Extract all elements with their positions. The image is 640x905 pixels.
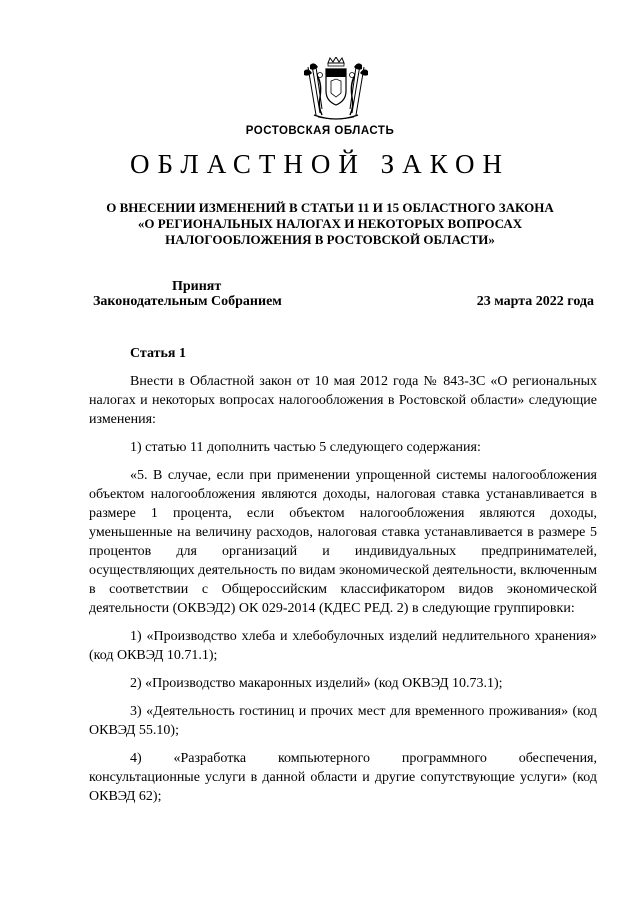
law-name <box>80 200 580 248</box>
adopting-body: Законодательным Собранием <box>93 294 282 309</box>
paragraph: Внести в Областной закон от 10 мая 2012 года № 843-ЗС «О региональных налогах и некоторых вопросах налогообложения в Ростовской области» следующие изменения: <box>89 374 597 427</box>
document-type-title: ОБЛАСТНОЙ ЗАКОН <box>130 149 510 179</box>
coat-of-arms-emblem <box>298 57 374 123</box>
paragraph: 3) «Деятельность гостиниц и прочих мест для временного проживания» (код ОКВЭД 55.10); <box>89 704 597 738</box>
article-body <box>89 372 597 815</box>
paragraph: «5. В случае, если при применении упрощенной системы налогообложения объектом налогообложения являются доходы, налоговая ставка устанавливается в размере 1 процента, если объектом налогообложения являются доходы, уменьшенные на величину расходов, налоговая ставка устанавливается в размере 5 процентов для организаций и индивидуальных предпринимателей, осуществляющих деятельность по видам экономической деятельности, включенным в соответствии с Общероссийским классификатором видов экономической деятельности (ОКВЭД2) ОК 029-2014 (КДЕС РЕД. 2) в следующие группировки: <box>89 468 597 616</box>
paragraph: 1) статью 11 дополнить частью 5 следующего содержания: <box>130 440 481 455</box>
adopted-label: Принят <box>172 279 222 294</box>
paragraph: 2) «Производство макаронных изделий» (код ОКВЭД 10.73.1); <box>130 676 503 691</box>
paragraph: 1) «Производство хлеба и хлебобулочных изделий недлительного хранения» (код ОКВЭД 10.71.1); <box>89 629 597 663</box>
region-name: РОСТОВСКАЯ ОБЛАСТЬ <box>245 125 395 137</box>
law-name-line: НАЛОГООБЛОЖЕНИЯ В РОСТОВСКОЙ ОБЛАСТИ» <box>165 232 495 247</box>
law-name-line: «О РЕГИОНАЛЬНЫХ НАЛОГАХ И НЕКОТОРЫХ ВОПРОСАХ <box>137 216 523 231</box>
law-name-line: О ВНЕСЕНИИ ИЗМЕНЕНИЙ В СТАТЬИ 11 И 15 ОБЛАСТНОГО ЗАКОНА <box>106 200 554 215</box>
adoption-date: 23 марта 2022 года <box>476 294 594 309</box>
paragraph: 4) «Разработка компьютерного программного обеспечения, консультационные услуги в данной области и другие сопутствующие услуги» (код ОКВЭД 62); <box>89 751 597 804</box>
article-heading: Статья 1 <box>130 346 186 361</box>
